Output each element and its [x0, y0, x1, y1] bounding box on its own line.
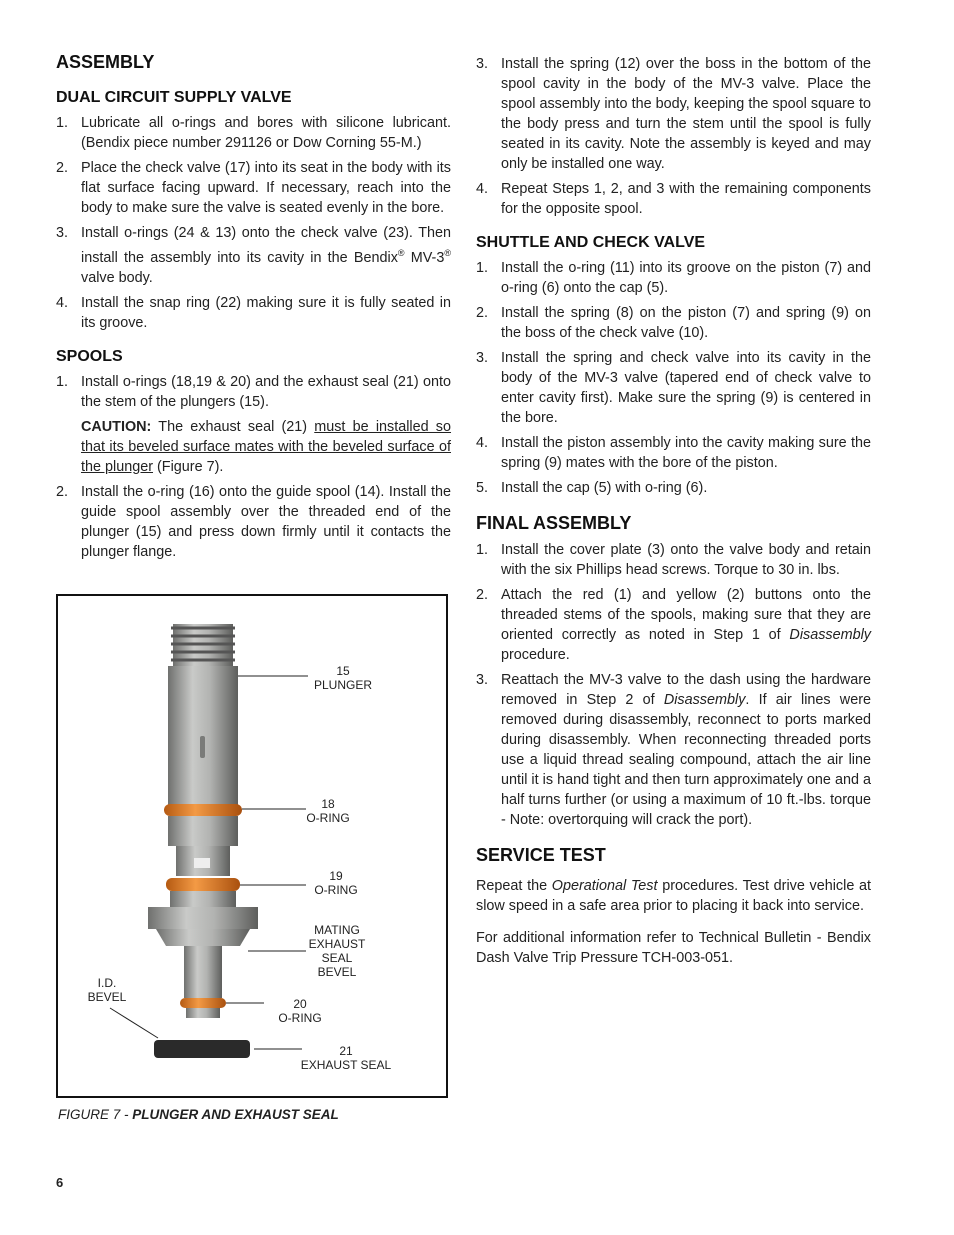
item-text: Install the spring and check valve into its cavity in the body of the MV-3 valve (tapered end of check valve to enter cavity first). Make sure the spring (9) is centered in the bore. — [501, 350, 871, 426]
stem-tip — [186, 1008, 220, 1018]
item-text: . If air lines were removed during disassembly, reconnect to ports marked during disassembly. When reconnecting threaded ports use a liquid thread sealing compound, attach the air line until it is hand tight and then turn approximately one and a half turns further (or using a maximum of 10 ft.-lbs. torque - Note: overtorquing will crack the port). — [501, 692, 871, 828]
item-text: Repeat Steps 1, 2, and 3 with the remaining components for the opposite spool. — [501, 181, 871, 217]
list-item — [476, 348, 871, 428]
label-o-ring-19 — [306, 869, 366, 897]
subheading-spools: SPOOLS — [56, 347, 123, 365]
mating-bevel — [156, 929, 250, 946]
spools-list-cont — [56, 482, 451, 562]
item-text: Install the spring (8) on the piston (7) and spring (9) on the boss of the check valve (10). — [501, 305, 871, 341]
para-text: Repeat the — [476, 878, 552, 894]
caution-note — [56, 417, 451, 477]
item-number: 1. — [476, 542, 489, 558]
item-text: Install the o-ring (11) into its groove on the piston (7) and o-ring (6) onto the cap (5). — [501, 260, 871, 296]
list-item — [476, 258, 871, 298]
label-exhaust-seal — [296, 1044, 396, 1072]
item-text: Install o-rings (18,19 & 20) and the exhaust seal (21) onto the stem of the plungers (15). — [81, 373, 451, 410]
item-number: 2. — [476, 305, 489, 321]
figure-caption — [58, 1107, 339, 1122]
service-paragraph-1 — [476, 876, 871, 916]
para-emphasis: Operational Test — [551, 878, 658, 894]
service-paragraph-2: For additional information refer to Technical Bulletin - Bendix Dash Valve Trip Pressure TCH-003-051. — [476, 930, 871, 966]
caption-title: PLUNGER AND EXHAUST SEAL — [132, 1107, 339, 1122]
left-column — [56, 52, 451, 567]
list-item — [56, 482, 451, 562]
item-number: 4. — [56, 294, 69, 311]
caution-underlined: must be installed so that its beveled surface mates with the beveled surface of the plunger — [81, 418, 452, 475]
figure-7-box — [56, 594, 448, 1098]
label-text: O-RING — [278, 1011, 322, 1025]
list-item — [476, 433, 871, 473]
item-text: Lubricate all o-rings and bores with silicone lubricant. (Bendix piece number 291126 or Dow Corning 55-M.) — [81, 115, 451, 151]
label-text: PLUNGER — [313, 678, 372, 692]
registered-mark: ® — [397, 248, 405, 258]
item-text: Reattach the MV-3 valve to the dash using the hardware removed in Step 2 of — [501, 672, 871, 708]
list-item — [476, 478, 871, 498]
stem-collar — [168, 816, 238, 846]
caution-label: CAUTION: — [81, 418, 152, 435]
final-assembly-list — [476, 540, 871, 830]
label-number: 20 — [293, 997, 307, 1011]
para-text: procedures. Test drive vehicle at slow speed in a safe area prior to placing it back into service. — [476, 878, 872, 914]
label-number: 19 — [329, 869, 343, 883]
dual-circuit-list — [56, 113, 451, 333]
spools-list — [56, 372, 451, 412]
label-mating-bevel — [302, 923, 372, 979]
item-text: Install the piston assembly into the cavity making sure the spring (9) mates with the bore of the piston. — [501, 435, 871, 471]
item-text: Attach the red (1) and yellow (2) buttons onto the threaded stems of the spools, making sure that they are oriented correctly as noted in Step 1 of — [501, 587, 871, 643]
caption-prefix: FIGURE 7 - — [58, 1107, 133, 1122]
subheading-dual-circuit: DUAL CIRCUIT SUPPLY VALVE — [56, 89, 292, 106]
list-item — [56, 372, 451, 412]
label-number: 21 — [339, 1044, 353, 1058]
list-item — [476, 585, 871, 665]
lower-stem — [184, 946, 222, 998]
section-heading-service-test: SERVICE TEST — [476, 845, 606, 865]
label-text: EXHAUST — [308, 937, 366, 951]
o-ring-18 — [164, 804, 242, 816]
subheading-shuttle-check: SHUTTLE AND CHECK VALVE — [476, 234, 706, 251]
label-plunger — [298, 664, 388, 692]
item-text: procedure. — [501, 647, 570, 663]
item-text: Install the cap (5) with o-ring (6). — [501, 480, 708, 496]
page-number: 6 — [56, 1175, 64, 1190]
stem-body — [170, 891, 236, 907]
exhaust-seal — [154, 1040, 250, 1058]
item-number: 4. — [476, 435, 489, 451]
o-ring-20 — [180, 998, 226, 1008]
section-heading-final-assembly: FINAL ASSEMBLY — [476, 513, 632, 533]
item-number: 3. — [476, 350, 489, 366]
label-text: EXHAUST SEAL — [300, 1058, 392, 1072]
shuttle-list — [476, 258, 871, 498]
label-text: O-RING — [306, 811, 350, 825]
item-text: Place the check valve (17) into its seat in the body with its flat surface facing upward. If necessary, reach into the body to make sure the valve is seated evenly in the bore. — [81, 160, 451, 216]
label-o-ring-18 — [298, 797, 358, 825]
list-item — [476, 54, 871, 174]
label-text: BEVEL — [87, 990, 127, 1004]
item-number: 2. — [56, 483, 69, 500]
caution-text: The exhaust seal (21) — [151, 418, 315, 435]
item-emphasis: Disassembly — [663, 692, 746, 708]
list-item — [476, 540, 871, 580]
list-item — [476, 303, 871, 343]
caution-tail: (Figure 7). — [153, 458, 224, 475]
registered-mark: ® — [444, 248, 451, 258]
list-item — [476, 670, 871, 830]
label-text: O-RING — [314, 883, 358, 897]
item-number: 5. — [476, 480, 489, 496]
item-number: 3. — [56, 225, 69, 241]
item-text: valve body. — [81, 269, 153, 286]
thread-section — [171, 624, 235, 666]
label-text: MATING — [314, 923, 360, 937]
label-o-ring-20 — [270, 997, 330, 1025]
item-emphasis: Disassembly — [789, 627, 871, 643]
label-text: BEVEL — [317, 965, 357, 979]
item-text: Install the spring (12) over the boss in the bottom of the spool cavity in the body of the MV-3 valve. Place the spool assembly into the body, keeping the spool square to the body press and turn the stem until the spool is fully seated in its cavity. Note the assembly is keyed and may only be installed one way. — [501, 56, 871, 172]
label-number: 15 — [336, 664, 350, 678]
item-text: Install the snap ring (22) making sure it is fully seated in its groove. — [81, 294, 451, 331]
item-text: Install o-rings (24 & 13) onto the check valve (23). Then install the assembly into its cavity in the Bendix — [81, 225, 451, 266]
label-id-bevel — [80, 976, 134, 1004]
o-ring-19 — [166, 878, 240, 891]
item-number: 4. — [476, 181, 489, 197]
section-heading-assembly: ASSEMBLY — [56, 52, 155, 72]
item-number: 2. — [56, 160, 69, 176]
item-number: 1. — [56, 115, 69, 131]
label-number: 18 — [321, 797, 335, 811]
spools-list-continued — [476, 54, 871, 219]
plunger-flange — [148, 907, 258, 929]
item-number: 3. — [476, 672, 489, 688]
label-text: I.D. — [97, 976, 117, 990]
item-number: 1. — [56, 373, 69, 390]
label-text: SEAL — [321, 951, 353, 965]
item-number: 3. — [476, 56, 489, 72]
item-text: Install the o-ring (16) onto the guide spool (14). Install the guide spool assembly over the threaded end of the plunger (15) and press down firmly until it contacts the plunger flange. — [81, 483, 451, 560]
item-number: 1. — [476, 260, 489, 276]
item-text: Install the cover plate (3) onto the valve body and retain with the six Phillips head screws. Torque to 30 in. lbs. — [501, 542, 871, 578]
list-item — [476, 179, 871, 219]
list-item — [56, 158, 451, 218]
list-item — [56, 113, 451, 153]
item-number: 2. — [476, 587, 489, 603]
list-item — [56, 223, 451, 288]
right-column — [476, 54, 871, 980]
list-item — [56, 293, 451, 333]
stem-slot — [200, 736, 205, 758]
item-text: MV-3 — [404, 249, 445, 266]
stem-window — [194, 858, 210, 868]
